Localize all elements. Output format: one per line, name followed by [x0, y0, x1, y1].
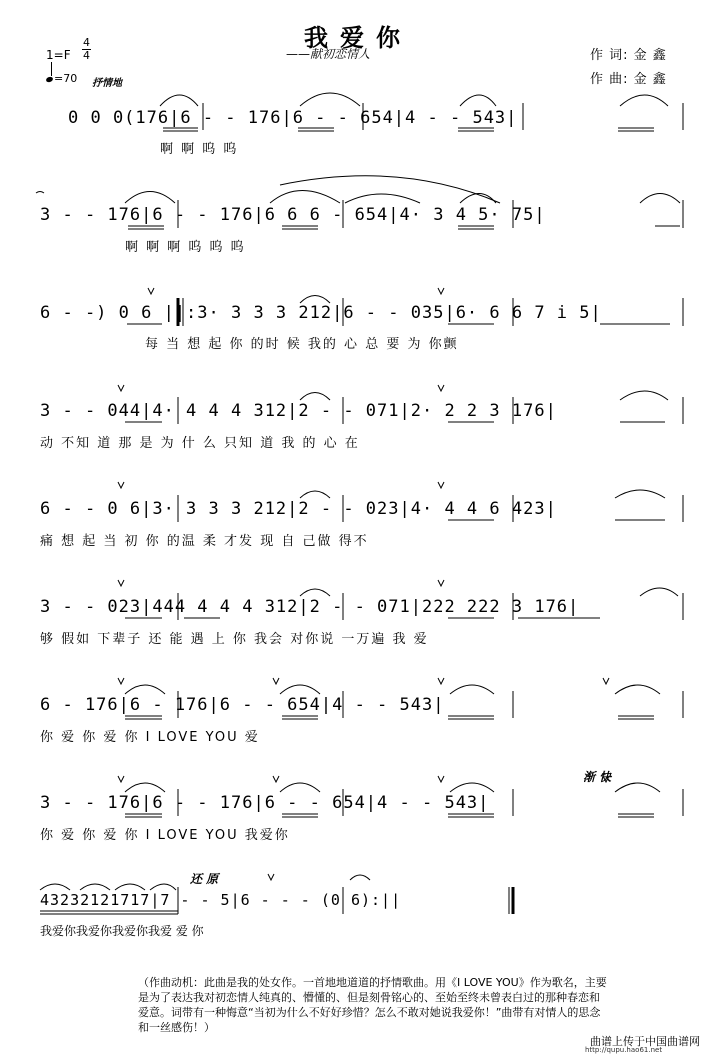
lyricist-credit: 作 词: 金 鑫 — [590, 48, 667, 63]
score-line-3-lyrics: 每 当 想 起 你 的时 候 我的 心 总 要 为 你颤 — [145, 337, 459, 352]
gradual-fast-mark: 渐 快 — [583, 770, 612, 784]
score-line-9-notes: 43232121717|7 - - 5|6 - - - (0 6):|| — [40, 891, 402, 909]
restore-tempo-mark: 还 原 — [190, 872, 219, 886]
score-line-2-lyrics: 啊 啊 啊 呜 呜 呜 — [125, 240, 246, 255]
score-line-5-notes: 6 - - 0 6|3· 3 3 3 212|2 - - 023|4· 4 4 6 423| — [40, 499, 557, 519]
score-line-7-notes: 6 - 176|6 - 176|6 - - 654|4 - - 543| — [40, 695, 445, 715]
score-line-6-lyrics: 够 假如 下辈子 还 能 遇 上 你 我会 对你说 一万遍 我 爱 — [40, 632, 429, 647]
score-line-2-notes: 3 - - 176|6 - - 176|6 6 6 - 654|4· 3 4 5· 75| — [40, 205, 546, 225]
score-line-1-notes: 0 0 0(176|6 - - 176|6 - - 654|4 - - 543| — [68, 108, 518, 128]
site-url: http://qupu.hao61.net — [585, 1046, 663, 1054]
composition-note: （作曲动机：此曲是我的处女作。一首地地道道的抒情歌曲。用《I LOVE YOU》作为歌名，主要是为了表达我对初恋情人纯真的、懵懂的、但是刻骨铭心的、至始至终未曾表白过的那种春恋和爱意。词带有一种悔意“当初为什么不好好珍惜？怎么不敢对她说我爱你！”曲带有对情人的思念和一丝感伤！） — [138, 976, 607, 1034]
score-line-6-notes: 3 - - 023|444 4 4 4 312|2 - - 071|222 222 3 176| — [40, 597, 580, 617]
score-line-3-notes: 6 - -) 0 6 ||:3· 3 3 3 212|6 - - 035|6· 6 6 7 i 5| — [40, 303, 602, 323]
time-signature-top: 4 — [83, 36, 90, 49]
key-signature: 1=F — [46, 48, 71, 62]
time-signature-bottom: 4 — [83, 49, 90, 62]
score-line-8-notes: 3 - - 176|6 - - 176|6 - - 654|4 - - 543| — [40, 793, 490, 813]
score-line-1-lyrics: 啊 啊 呜 呜 — [160, 142, 239, 157]
expression-marking: 抒情地 — [92, 78, 122, 89]
score-line-4-notes: 3 - - 044|4· 4 4 4 312|2 - - 071|2· 2 2 3 176| — [40, 401, 557, 421]
score-line-5-lyrics: 痛 想 起 当 初 你 的温 柔 才发 现 自 己做 得不 — [40, 534, 369, 549]
score-line-8-lyrics: 你 爱 你 爱 你 I LOVE YOU 我爱你 — [40, 828, 290, 843]
song-subtitle: ——献初恋情人 — [286, 47, 371, 61]
song-title: 我爱你 — [304, 23, 412, 52]
site-watermark: 曲谱上传于中国曲谱网 — [590, 1035, 700, 1048]
tempo-value: =70 — [54, 72, 78, 85]
composer-credit: 作 曲: 金 鑫 — [590, 72, 667, 87]
score-line-9-lyrics: 我爱你我爱你我爱你我爱 爱 你 — [40, 924, 204, 938]
score-line-4-lyrics: 动 不知 道 那 是 为 什 么 只知 道 我 的 心 在 — [40, 436, 360, 451]
score-line-7-lyrics: 你 爱 你 爱 你 I LOVE YOU 爱 — [40, 730, 260, 745]
